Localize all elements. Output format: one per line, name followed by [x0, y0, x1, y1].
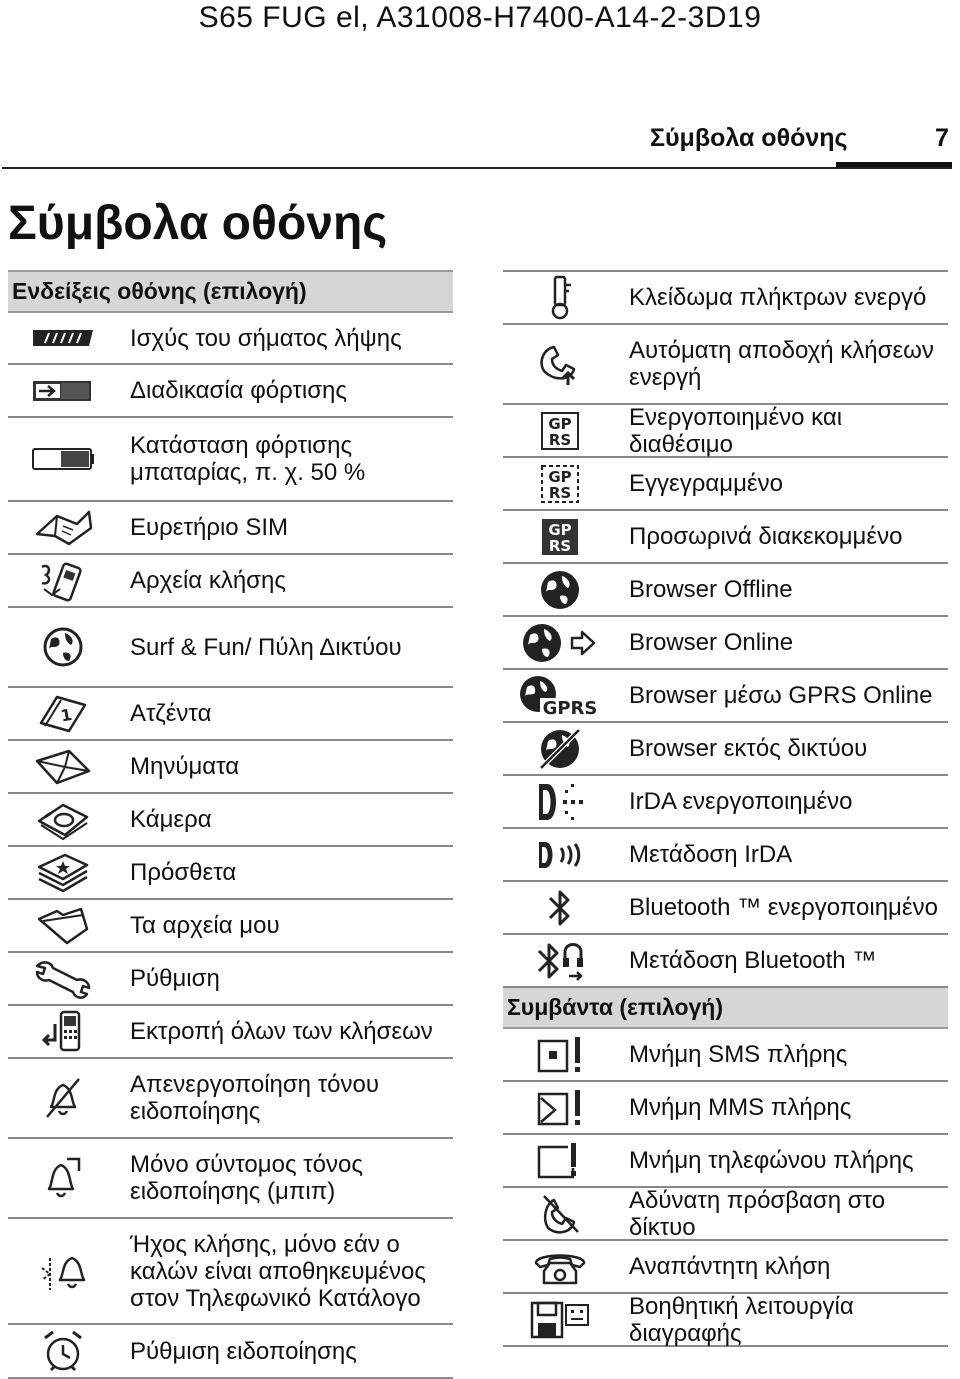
svg-text:GP: GP — [548, 414, 572, 433]
table-row — [503, 405, 948, 458]
table-row — [8, 688, 453, 741]
bluetooth-icon — [503, 885, 617, 931]
svg-text:GPRS: GPRS — [542, 697, 598, 718]
row-label: Μετάδοση Bluetooth ™ — [629, 947, 877, 974]
table-row — [8, 900, 453, 953]
row-label: Βοηθητική λειτουργία διαγραφής — [629, 1292, 854, 1347]
row-label: Προσωρινά διακεκομμένο — [629, 523, 903, 550]
row-label: Αρχεία κλήσης — [130, 567, 286, 594]
gprs-registered-icon — [503, 464, 617, 504]
phone-memory-full-icon — [503, 1139, 617, 1183]
auto-answer-icon — [503, 341, 617, 387]
table-row — [8, 418, 453, 502]
table-row — [503, 723, 948, 776]
call-records-icon — [8, 559, 118, 603]
row-label: Πρόσθετα — [130, 859, 237, 886]
row-label: Browser Offline — [629, 576, 793, 603]
row-label: Μνήμη SMS πλήρης — [629, 1041, 848, 1068]
table-row — [503, 1029, 948, 1082]
battery-icon — [8, 445, 118, 473]
table-row — [503, 1082, 948, 1135]
table-row — [8, 1139, 453, 1219]
row-label: Μνήμη MMS πλήρης — [629, 1094, 852, 1121]
table-row — [8, 1006, 453, 1059]
gprs-available-icon — [503, 411, 617, 451]
table-row — [8, 847, 453, 900]
table-row — [8, 313, 453, 365]
call-divert-icon — [8, 1010, 118, 1054]
row-label: Ενεργοποιημένο και διαθέσιμο — [629, 403, 843, 458]
table-row — [8, 555, 453, 608]
header-rule — [2, 167, 952, 169]
bluetooth-transfer-icon — [503, 938, 617, 984]
table-row — [503, 776, 948, 829]
row-label: Ευρετήριο SIM — [130, 514, 288, 541]
table-row — [8, 794, 453, 847]
no-network-icon — [503, 1192, 617, 1236]
display-indicators-table — [8, 270, 453, 1379]
svg-text:RS: RS — [548, 430, 572, 449]
table-row — [503, 882, 948, 935]
table-row — [503, 270, 948, 325]
row-label: Κατάσταση φόρτισης μπαταρίας, π. χ. 50 % — [130, 432, 366, 486]
globe-icon — [8, 623, 118, 671]
svg-text:GP: GP — [548, 520, 572, 539]
row-label: Ρύθμιση ειδοποίησης — [130, 1337, 357, 1365]
table-row — [8, 502, 453, 555]
row-label: Μηνύματα — [130, 753, 240, 780]
key-lock-icon — [503, 275, 617, 321]
extras-icon — [8, 851, 118, 895]
row-label: Αδύνατη πρόσβαση στο δίκτυο — [629, 1186, 886, 1241]
svg-text:RS: RS — [548, 536, 572, 555]
section-heading: Συμβάντα (επιλογή) — [503, 988, 948, 1029]
table-row — [8, 608, 453, 688]
row-label: Αυτόματη αποδοχή κλήσεων ενεργή — [629, 337, 934, 391]
calendar-icon — [8, 693, 118, 735]
row-label: Ατζέντα — [130, 700, 212, 727]
beep-only-icon — [8, 1155, 118, 1201]
row-label: Διαδικασία φόρτισης — [130, 377, 347, 404]
table-row — [8, 365, 453, 418]
row-label: Ισχύς του σήματος λήψης — [130, 324, 402, 352]
page-number: 7 — [935, 124, 949, 152]
row-label: Browser Online — [629, 629, 794, 656]
document-header: S65 FUG el, A31008-H7400-A14-2-3D19 — [198, 1, 762, 34]
delete-assistant-icon — [503, 1299, 617, 1341]
row-label: Εγγεγραμμένο — [629, 470, 783, 497]
row-label: Bluetooth ™ ενεργοποιημένο — [629, 894, 938, 921]
browser-gprs-icon — [503, 674, 617, 718]
alarm-clock-icon — [8, 1328, 118, 1374]
wrench-icon — [8, 958, 118, 1000]
sim-book-icon — [8, 508, 118, 548]
table-row — [503, 935, 948, 988]
table-row — [503, 829, 948, 882]
running-header: Σύμβολα οθόνης — [650, 124, 848, 152]
table-row — [503, 1294, 948, 1347]
irda-on-icon — [503, 780, 617, 824]
row-label: Ήχος κλήσης, μόνο εάν ο καλών είναι αποθηκευμένος στον Τηλεφωνικό Κατάλογο — [130, 1230, 426, 1312]
table-row — [8, 1219, 453, 1325]
row-label: Μνήμη τηλεφώνου πλήρης — [629, 1147, 914, 1174]
table-row — [503, 564, 948, 617]
row-label: Μόνο σύντομος τόνος ειδοποίησης (μπιπ) — [130, 1151, 363, 1205]
row-label: Κλείδωμα πλήκτρων ενεργό — [629, 284, 927, 311]
irda-transfer-icon — [503, 838, 617, 872]
row-label: Ρύθμιση — [130, 965, 220, 992]
table-row — [503, 458, 948, 511]
mms-full-icon — [503, 1086, 617, 1130]
row-label: Αναπάντητη κλήση — [629, 1253, 831, 1280]
table-row — [8, 1325, 453, 1379]
table-row — [503, 511, 948, 564]
section-heading: Ενδείξεις οθόνης (επιλογή) — [8, 270, 453, 313]
table-row — [8, 953, 453, 1006]
row-label: Κάμερα — [130, 806, 212, 833]
row-label: Surf & Fun/ Πύλη Δικτύου — [130, 633, 402, 661]
table-row — [503, 670, 948, 723]
missed-call-icon — [503, 1245, 617, 1289]
camera-icon — [8, 799, 118, 841]
status-icons-table — [503, 270, 948, 1347]
svg-text:GP: GP — [548, 467, 572, 486]
ringer-off-icon — [8, 1075, 118, 1121]
table-row — [8, 1059, 453, 1139]
page-title: Σύμβολα οθόνης — [8, 197, 388, 250]
row-label: Εκτροπή όλων των κλήσεων — [130, 1018, 433, 1045]
browser-offline-icon — [503, 568, 617, 612]
folder-icon — [8, 905, 118, 947]
svg-text:1: 1 — [59, 704, 74, 726]
svg-text:RS: RS — [548, 483, 572, 502]
row-label: IrDA ενεργοποιημένο — [629, 788, 853, 815]
row-label: Browser εκτός δικτύου — [629, 735, 868, 762]
table-row — [503, 617, 948, 670]
browser-no-network-icon — [503, 726, 617, 772]
row-label: Μετάδοση IrDA — [629, 841, 793, 868]
row-label: Απενεργοποίηση τόνου ειδοποίησης — [130, 1071, 379, 1125]
table-row — [8, 741, 453, 794]
envelope-icon — [8, 747, 118, 787]
sms-full-icon — [503, 1033, 617, 1077]
ring-known-caller-icon — [8, 1248, 118, 1294]
row-label: Τα αρχεία μου — [130, 912, 280, 939]
browser-online-icon — [503, 621, 617, 665]
table-row — [503, 325, 948, 405]
row-label: Browser μέσω GPRS Online — [629, 682, 933, 709]
signal-strength-icon — [8, 326, 118, 350]
gprs-interrupted-icon — [503, 517, 617, 557]
table-row — [503, 1188, 948, 1241]
charging-icon — [8, 377, 118, 405]
